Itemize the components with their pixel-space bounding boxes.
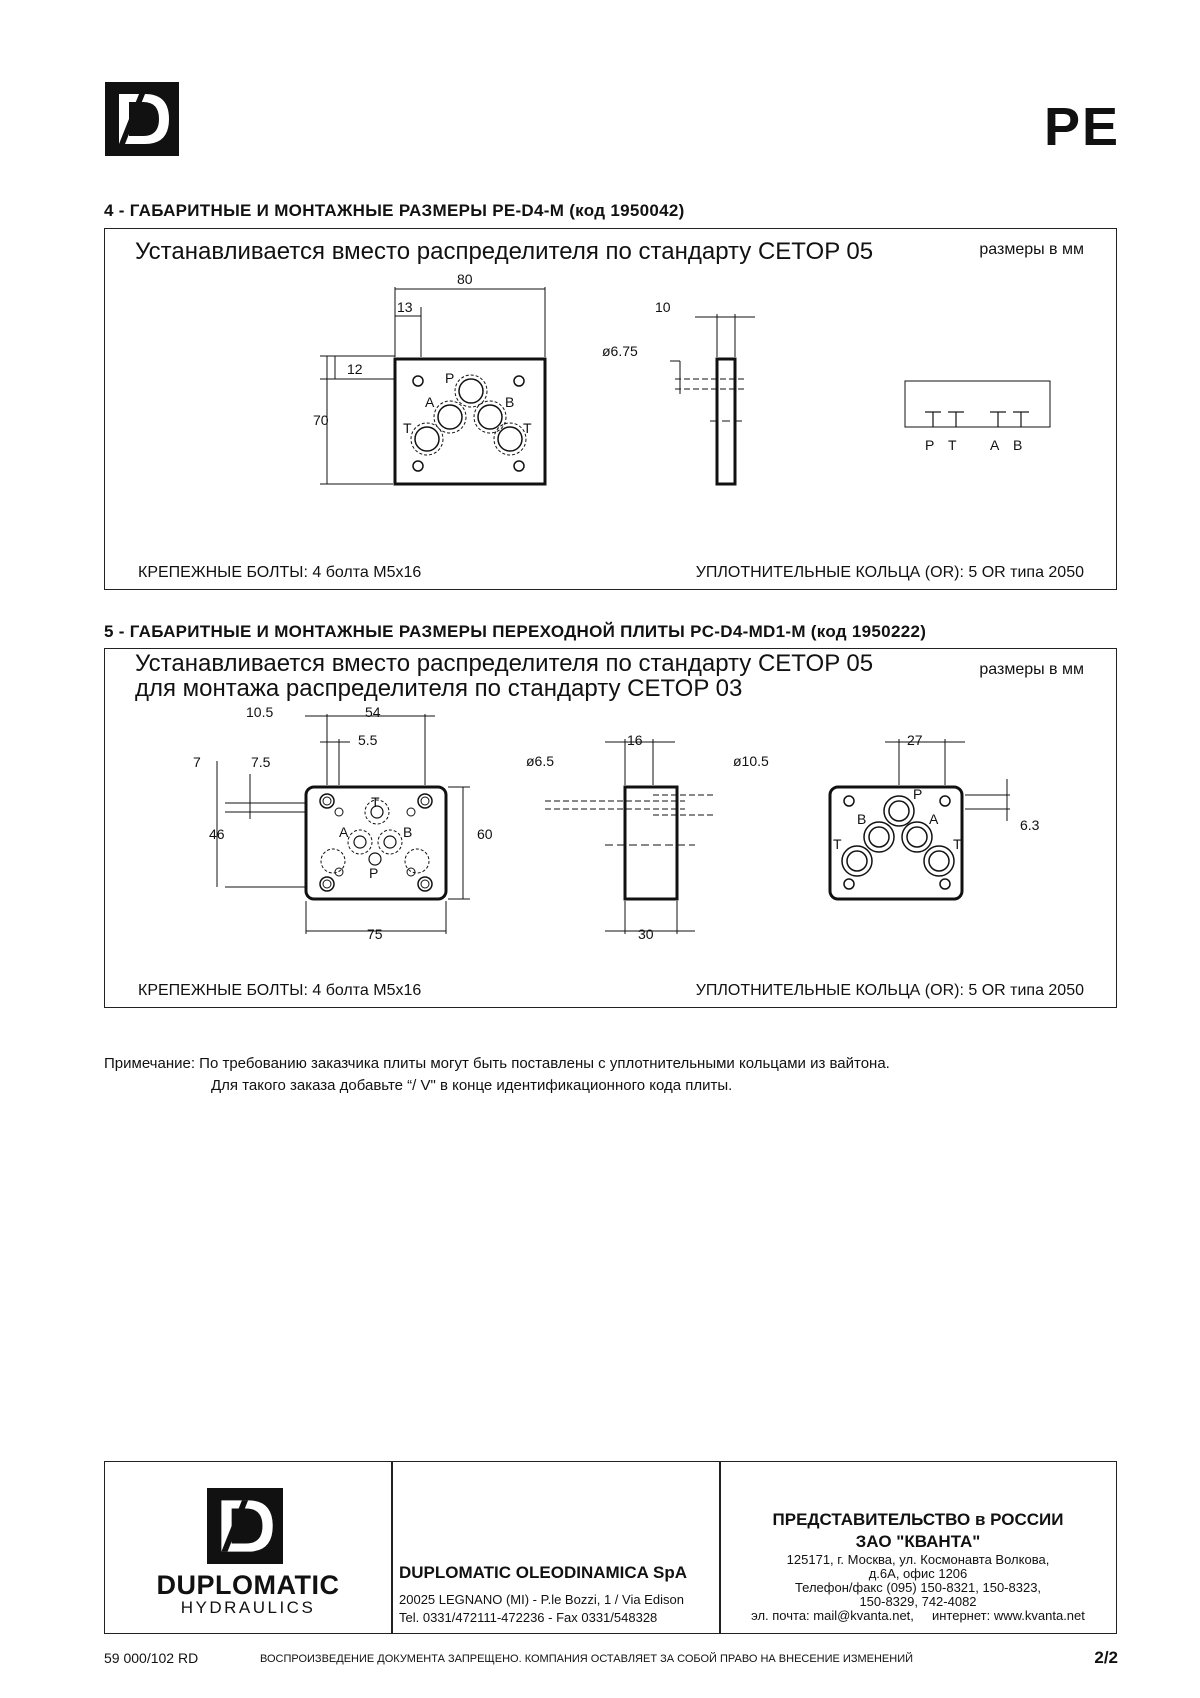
rep-addr2: д.6А, офис 1206 xyxy=(868,1566,968,1581)
doc-code: 59 000/102 RD xyxy=(104,1650,199,1666)
svg-text:P: P xyxy=(913,786,923,802)
svg-text:10: 10 xyxy=(655,299,671,315)
disclaimer: ВОСПРОИЗВЕДЕНИЕ ДОКУМЕНТА ЗАПРЕЩЕНО. КОМПАНИЯ ОСТАВЛЯЕТ ЗА СОБОЙ ПРАВО НА ВНЕСЕНИЕ ИЗМЕНЕНИЙ xyxy=(260,1653,914,1665)
section4-title: 4 - ГАБАРИТНЫЕ И МОНТАЖНЫЕ РАЗМЕРЫ PE-D4-M (код 1950042) xyxy=(104,201,685,220)
svg-text:T: T xyxy=(371,794,380,810)
note xyxy=(104,1053,890,1097)
svg-text:T: T xyxy=(523,420,532,436)
svg-text:27: 27 xyxy=(907,732,923,748)
svg-text:B: B xyxy=(1013,437,1023,453)
svg-text:P: P xyxy=(369,865,379,881)
svg-text:T: T xyxy=(403,420,412,436)
svg-text:ø10.5: ø10.5 xyxy=(733,753,769,769)
section5-units: размеры в мм xyxy=(979,661,1084,678)
company-phone: Tel. 0331/472111-472236 - Fax 0331/548328 xyxy=(399,1610,658,1625)
svg-text:60: 60 xyxy=(477,826,493,842)
svg-text:80: 80 xyxy=(457,271,473,287)
section5-subtitle1: Устанавливается вместо распределителя по стандарту CETOP 05 xyxy=(135,650,874,677)
section5-subtitle2: для монтажа распределителя по стандарту CETOP 03 xyxy=(135,675,743,702)
footer-company xyxy=(391,1462,719,1633)
footer-representative xyxy=(719,1462,1117,1633)
section4-subtitle: Устанавливается вместо распределителя по стандарту CETOP 05 xyxy=(135,238,874,265)
rep-tel1: Телефон/факс (095) 150-8321, 150-8323, xyxy=(794,1580,1042,1595)
svg-text:ø6.75: ø6.75 xyxy=(602,343,638,359)
duplomatic-logo-top xyxy=(105,82,179,156)
svg-text:B: B xyxy=(857,811,867,827)
svg-text:T: T xyxy=(953,836,962,852)
footer-box xyxy=(104,1461,1117,1634)
svg-text:B: B xyxy=(505,394,515,410)
svg-text:12: 12 xyxy=(347,361,363,377)
section4-drawing xyxy=(105,229,1115,559)
svg-text:T: T xyxy=(833,836,842,852)
svg-text:30: 30 xyxy=(638,926,654,942)
rep-title: ПРЕДСТАВИТЕЛЬСТВО в РОССИИ xyxy=(772,1510,1064,1529)
section4-box xyxy=(104,228,1117,590)
duplomatic-logo-footer xyxy=(207,1488,283,1564)
section4-seals: УПЛОТНИТЕЛЬНЫЕ КОЛЬЦА (OR): 5 OR типа 2050 xyxy=(695,564,1084,581)
svg-text:13: 13 xyxy=(397,299,413,315)
footer-brand xyxy=(105,1462,391,1633)
section5-bolts: КРЕПЕЖНЫЕ БОЛТЫ: 4 болта M5x16 xyxy=(138,982,422,999)
svg-text:70: 70 xyxy=(313,412,329,428)
svg-text:5.5: 5.5 xyxy=(358,732,378,748)
section5-title: 5 - ГАБАРИТНЫЕ И МОНТАЖНЫЕ РАЗМЕРЫ ПЕРЕХОДНОЙ ПЛИТЫ PC-D4-MD1-M (код 1950222) xyxy=(104,622,927,641)
page-number: 2/2 xyxy=(1094,1648,1118,1667)
note-line2: Для такого заказа добавьте “/ V" в конце идентификационного кода плиты. xyxy=(211,1077,733,1094)
svg-text:T: T xyxy=(948,437,957,453)
svg-text:75: 75 xyxy=(367,926,383,942)
rep-tel2: 150-8329, 742-4082 xyxy=(859,1594,977,1609)
svg-text:7: 7 xyxy=(193,754,201,770)
company-name: DUPLOMATIC OLEODINAMICA SpA xyxy=(399,1563,688,1582)
svg-text:P: P xyxy=(925,437,935,453)
section5-box xyxy=(104,648,1117,1008)
svg-text:A: A xyxy=(339,824,349,840)
note-line1: Примечание: По требованию заказчика плиты могут быть поставлены с уплотнительными кольцами из вайтона. xyxy=(104,1055,890,1072)
brand-sub: HYDRAULICS xyxy=(180,1598,316,1617)
svg-text:B: B xyxy=(403,824,413,840)
section5-drawing xyxy=(105,649,1115,979)
rep-addr1: 125171, г. Москва, ул. Космонавта Волкова, xyxy=(786,1552,1050,1567)
rep-web[interactable]: интернет: www.kvanta.net xyxy=(931,1608,1085,1623)
svg-text:A: A xyxy=(425,394,435,410)
svg-text:ø6.5: ø6.5 xyxy=(526,753,555,769)
svg-text:10.5: 10.5 xyxy=(246,704,274,720)
svg-text:6.3: 6.3 xyxy=(1020,817,1040,833)
brand-name: DUPLOMATIC xyxy=(156,1570,340,1600)
svg-text:54: 54 xyxy=(365,704,381,720)
svg-text:A: A xyxy=(929,811,939,827)
section5-seals: УПЛОТНИТЕЛЬНЫЕ КОЛЬЦА (OR): 5 OR типа 2050 xyxy=(695,982,1084,999)
rep-name: ЗАО "КВАНТА" xyxy=(855,1532,981,1551)
series-code: PE xyxy=(1043,97,1120,157)
svg-text:7.5: 7.5 xyxy=(251,754,271,770)
svg-text:A: A xyxy=(990,437,1000,453)
section4-units: размеры в мм xyxy=(979,241,1084,258)
section4-bolts: КРЕПЕЖНЫЕ БОЛТЫ: 4 болта M5x16 xyxy=(138,564,422,581)
svg-text:46: 46 xyxy=(209,826,225,842)
svg-text:16: 16 xyxy=(627,732,643,748)
rep-mail[interactable]: эл. почта: mail@kvanta.net, xyxy=(751,1608,914,1623)
company-address: 20025 LEGNANO (MI) - P.le Bozzi, 1 / Via Edison xyxy=(399,1592,684,1607)
svg-text:P: P xyxy=(445,370,455,386)
